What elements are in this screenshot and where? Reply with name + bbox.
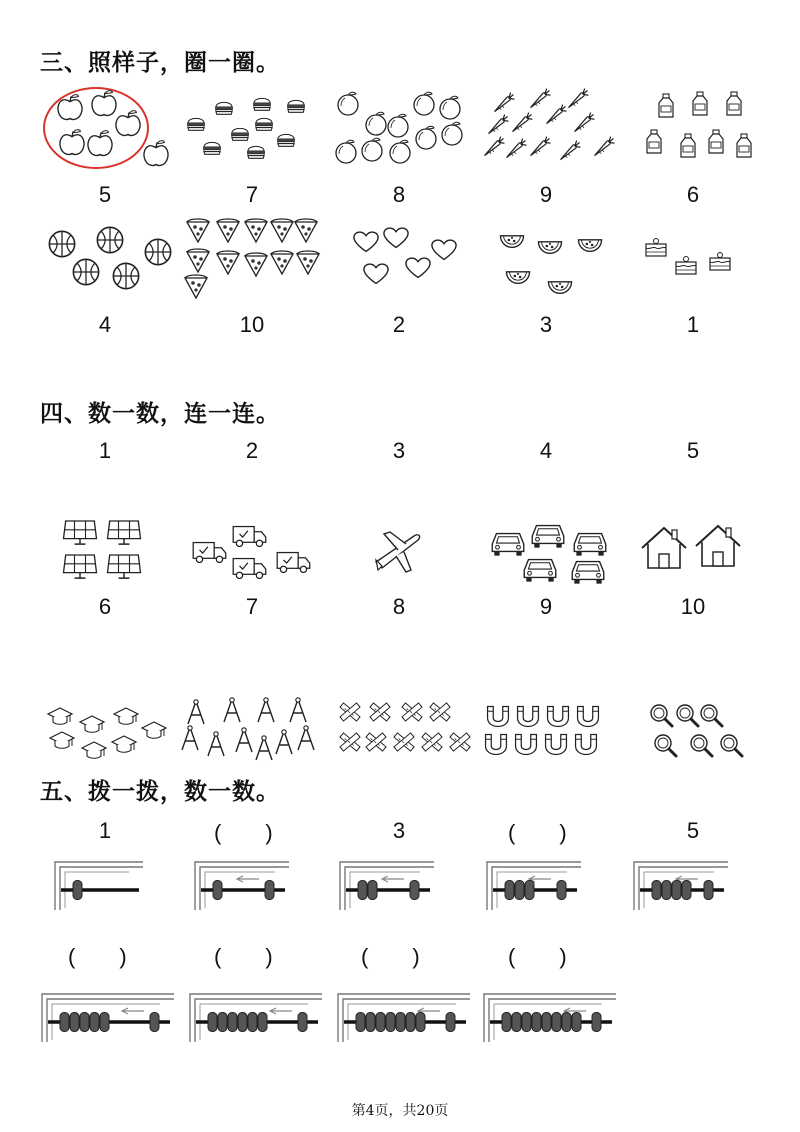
- abacus-bead[interactable]: [557, 881, 566, 900]
- orange-icon: [416, 126, 436, 149]
- pencil-ruler-icon: [394, 733, 414, 751]
- abacus-bead[interactable]: [73, 881, 82, 900]
- abacus-bead[interactable]: [90, 1013, 99, 1032]
- graduation-cap-icon: [50, 732, 74, 748]
- compass-icon: [258, 698, 274, 722]
- carrot-icon: [595, 137, 615, 156]
- abacus-bead[interactable]: [512, 1013, 521, 1032]
- solar-panel-icon: [64, 521, 97, 544]
- number-label: 1: [98, 438, 112, 463]
- abacus-bead[interactable]: [218, 1013, 227, 1032]
- count-label: 1: [686, 312, 700, 337]
- bottle-icon: [647, 130, 661, 153]
- watermelon-slice-icon: [500, 236, 523, 248]
- answer-blank[interactable]: ( ): [68, 944, 127, 969]
- magnet-icon: [548, 707, 569, 727]
- pencil-ruler-icon: [422, 733, 442, 751]
- solar-panel-icon: [64, 555, 97, 578]
- abacus-bead[interactable]: [396, 1013, 405, 1032]
- bottle-icon: [693, 92, 707, 115]
- bottle-icon: [727, 92, 741, 115]
- orange-icon: [388, 114, 408, 137]
- graduation-cap-icon: [112, 736, 136, 752]
- number-label: 4: [539, 438, 553, 463]
- abacus-bead[interactable]: [672, 881, 681, 900]
- abacus-bead[interactable]: [70, 1013, 79, 1032]
- carrot-icon: [489, 115, 509, 134]
- abacus-bead[interactable]: [542, 1013, 551, 1032]
- orange-icon: [390, 140, 410, 163]
- magnet-icon: [546, 735, 567, 755]
- abacus-bead[interactable]: [410, 881, 419, 900]
- orange-icon: [440, 96, 460, 119]
- carrot-icon: [569, 89, 589, 108]
- number-label: 6: [98, 594, 112, 619]
- abacus-bead[interactable]: [446, 1013, 455, 1032]
- carrot-icon: [575, 113, 595, 132]
- abacus-rod[interactable]: [634, 862, 728, 910]
- pizza-slice-icon: [245, 253, 267, 276]
- pizza-slice-icon: [187, 219, 209, 242]
- abacus-bead[interactable]: [592, 1013, 601, 1032]
- bottle-icon: [659, 94, 673, 117]
- truck-icon: [233, 559, 266, 579]
- hamburger-icon: [187, 118, 205, 130]
- solar-panel-icon: [108, 555, 141, 578]
- magnifier-icon: [721, 735, 742, 756]
- heart-icon: [384, 228, 408, 247]
- carrot-icon: [495, 93, 515, 112]
- magnet-icon: [488, 707, 509, 727]
- heart-icon: [354, 232, 378, 251]
- number-label: 9: [539, 594, 553, 619]
- abacus-bead[interactable]: [376, 1013, 385, 1032]
- abacus-bead[interactable]: [505, 881, 514, 900]
- count-label: 4: [98, 312, 112, 337]
- pizza-slice-icon: [271, 219, 293, 242]
- page-footer: 第4页，共20页: [351, 1103, 449, 1119]
- heart-icon: [406, 258, 430, 277]
- number-label: 7: [245, 594, 259, 619]
- graduation-cap-icon: [114, 708, 138, 724]
- watermelon-slice-icon: [548, 282, 571, 294]
- abacus-bead[interactable]: [366, 1013, 375, 1032]
- compass-icon: [298, 726, 314, 750]
- section4-title: 四、数一数，连一连。: [40, 400, 280, 427]
- heart-icon: [432, 240, 456, 259]
- abacus-bead[interactable]: [704, 881, 713, 900]
- magnet-icon: [516, 735, 537, 755]
- orange-icon: [366, 112, 386, 135]
- abacus-bead[interactable]: [662, 881, 671, 900]
- abacus-rod[interactable]: [190, 994, 322, 1042]
- pizza-slice-icon: [217, 219, 239, 242]
- pencil-ruler-icon: [340, 733, 360, 751]
- magnet-icon: [578, 707, 599, 727]
- abacus-bead[interactable]: [552, 1013, 561, 1032]
- abacus-bead[interactable]: [522, 1013, 531, 1032]
- magnet-icon: [518, 707, 539, 727]
- abacus-bead[interactable]: [358, 881, 367, 900]
- pizza-slice-icon: [187, 249, 209, 272]
- pencil-ruler-icon: [366, 733, 386, 751]
- orange-icon: [338, 92, 358, 115]
- truck-icon: [277, 553, 310, 573]
- pizza-slice-icon: [245, 219, 267, 242]
- magnifier-icon: [655, 735, 676, 756]
- bottle-icon: [681, 134, 695, 157]
- truck-icon: [233, 527, 266, 547]
- pizza-slice-icon: [185, 275, 207, 298]
- truck-icon: [193, 543, 226, 563]
- carrot-icon: [513, 113, 533, 132]
- hamburger-icon: [215, 102, 233, 114]
- answer-blank[interactable]: ( ): [214, 820, 273, 845]
- orange-icon: [442, 122, 462, 145]
- abacus-bead[interactable]: [515, 881, 524, 900]
- hamburger-icon: [231, 128, 249, 140]
- hamburger-icon: [253, 98, 271, 110]
- hamburger-icon: [255, 118, 273, 130]
- abacus-bead[interactable]: [298, 1013, 307, 1032]
- number-label: 10: [680, 594, 706, 619]
- pizza-slice-icon: [295, 219, 317, 242]
- count-label: 9: [539, 182, 553, 207]
- pizza-slice-icon: [297, 251, 319, 274]
- apple-icon: [92, 91, 116, 116]
- graduation-cap-icon: [82, 742, 106, 758]
- magnet-icon: [486, 735, 507, 755]
- abacus-label: 5: [686, 818, 700, 843]
- abacus-bead[interactable]: [416, 1013, 425, 1032]
- answer-blank[interactable]: ( ): [214, 944, 273, 969]
- abacus-bead[interactable]: [572, 1013, 581, 1032]
- apple-icon: [144, 141, 168, 166]
- carrot-icon: [507, 139, 527, 158]
- section3-title: 三、照样子，圈一圈。: [40, 49, 280, 76]
- car-icon: [524, 560, 556, 582]
- hamburger-icon: [247, 146, 265, 158]
- abacus-rod[interactable]: [484, 994, 616, 1042]
- abacus-bead[interactable]: [532, 1013, 541, 1032]
- bottle-icon: [737, 134, 751, 157]
- abacus-bead[interactable]: [208, 1013, 217, 1032]
- carrot-icon: [531, 137, 551, 156]
- compass-icon: [182, 726, 198, 750]
- magnet-icon: [576, 735, 597, 755]
- abacus-bead[interactable]: [213, 881, 222, 900]
- car-icon: [572, 562, 604, 584]
- pencil-ruler-icon: [402, 703, 422, 721]
- orange-icon: [362, 138, 382, 161]
- basketball-icon: [113, 263, 138, 288]
- abacus-label: 1: [98, 818, 112, 843]
- hamburger-icon: [203, 142, 221, 154]
- abacus-bead[interactable]: [100, 1013, 109, 1032]
- basketball-icon: [49, 231, 74, 256]
- abacus-rod[interactable]: [487, 862, 581, 910]
- apple-icon: [58, 95, 82, 120]
- apple-icon: [60, 130, 84, 155]
- compass-icon: [290, 698, 306, 722]
- cake-icon: [646, 239, 666, 257]
- magnifier-icon: [691, 735, 712, 756]
- abacus-bead[interactable]: [356, 1013, 365, 1032]
- abacus-rod[interactable]: [338, 994, 470, 1042]
- abacus-bead[interactable]: [525, 881, 534, 900]
- abacus-bead[interactable]: [258, 1013, 267, 1032]
- pencil-ruler-icon: [340, 703, 360, 721]
- orange-icon: [336, 140, 356, 163]
- watermelon-slice-icon: [506, 272, 529, 284]
- count-label: 2: [392, 312, 406, 337]
- number-label: 2: [245, 438, 259, 463]
- pencil-ruler-icon: [430, 703, 450, 721]
- carrot-icon: [561, 141, 581, 160]
- abacus-bead[interactable]: [502, 1013, 511, 1032]
- basketball-icon: [73, 259, 98, 284]
- basketball-icon: [145, 239, 170, 264]
- count-label: 5: [98, 182, 112, 207]
- answer-blank[interactable]: ( ): [508, 820, 567, 845]
- abacus-bead[interactable]: [238, 1013, 247, 1032]
- compass-icon: [236, 728, 252, 752]
- graduation-cap-icon: [142, 722, 166, 738]
- apple-icon: [88, 131, 112, 156]
- count-label: 7: [245, 182, 259, 207]
- number-label: 8: [392, 594, 406, 619]
- count-label: 10: [239, 312, 265, 337]
- count-label: 6: [686, 182, 700, 207]
- abacus-rod[interactable]: [340, 862, 434, 910]
- hamburger-icon: [277, 134, 295, 146]
- answer-blank[interactable]: ( ): [508, 944, 567, 969]
- pizza-slice-icon: [217, 251, 239, 274]
- airplane-icon: [376, 532, 420, 572]
- pizza-slice-icon: [271, 251, 293, 274]
- magnifier-icon: [651, 705, 672, 726]
- carrot-icon: [531, 89, 551, 108]
- graduation-cap-icon: [48, 708, 72, 724]
- apple-icon: [116, 111, 140, 136]
- abacus-bead[interactable]: [682, 881, 691, 900]
- house-icon: [696, 526, 740, 566]
- hamburger-icon: [287, 100, 305, 112]
- graduation-cap-icon: [80, 716, 104, 732]
- cake-icon: [676, 257, 696, 275]
- abacus-bead[interactable]: [368, 881, 377, 900]
- abacus-bead[interactable]: [562, 1013, 571, 1032]
- car-icon: [532, 526, 564, 548]
- abacus-bead[interactable]: [80, 1013, 89, 1032]
- count-label: 3: [539, 312, 553, 337]
- abacus-bead[interactable]: [150, 1013, 159, 1032]
- magnifier-icon: [677, 705, 698, 726]
- pencil-ruler-icon: [450, 733, 470, 751]
- watermelon-slice-icon: [578, 240, 601, 252]
- compass-icon: [256, 736, 272, 760]
- abacus-bead[interactable]: [386, 1013, 395, 1032]
- section5-title: 五、拨一拨，数一数。: [40, 778, 280, 805]
- pencil-ruler-icon: [370, 703, 390, 721]
- abacus-rod[interactable]: [195, 862, 289, 910]
- number-label: 5: [686, 438, 700, 463]
- compass-icon: [208, 732, 224, 756]
- watermelon-slice-icon: [538, 242, 561, 254]
- abacus-bead[interactable]: [228, 1013, 237, 1032]
- compass-icon: [276, 730, 292, 754]
- cake-icon: [710, 253, 730, 271]
- abacus-bead[interactable]: [265, 881, 274, 900]
- answer-blank[interactable]: ( ): [361, 944, 420, 969]
- abacus-bead[interactable]: [60, 1013, 69, 1032]
- orange-icon: [414, 92, 434, 115]
- abacus-rod[interactable]: [42, 994, 174, 1042]
- carrot-icon: [485, 137, 505, 156]
- number-label: 3: [392, 438, 406, 463]
- car-icon: [574, 534, 606, 556]
- basketball-icon: [97, 227, 122, 252]
- count-label: 8: [392, 182, 406, 207]
- abacus-rod[interactable]: [55, 862, 143, 910]
- abacus-label: 3: [392, 818, 406, 843]
- compass-icon: [188, 700, 204, 724]
- car-icon: [492, 534, 524, 556]
- abacus-bead[interactable]: [248, 1013, 257, 1032]
- abacus-bead[interactable]: [652, 881, 661, 900]
- house-icon: [642, 528, 686, 568]
- compass-icon: [224, 698, 240, 722]
- magnifier-icon: [701, 705, 722, 726]
- heart-icon: [364, 264, 388, 283]
- solar-panel-icon: [108, 521, 141, 544]
- bottle-icon: [709, 130, 723, 153]
- abacus-bead[interactable]: [406, 1013, 415, 1032]
- carrot-icon: [547, 105, 567, 124]
